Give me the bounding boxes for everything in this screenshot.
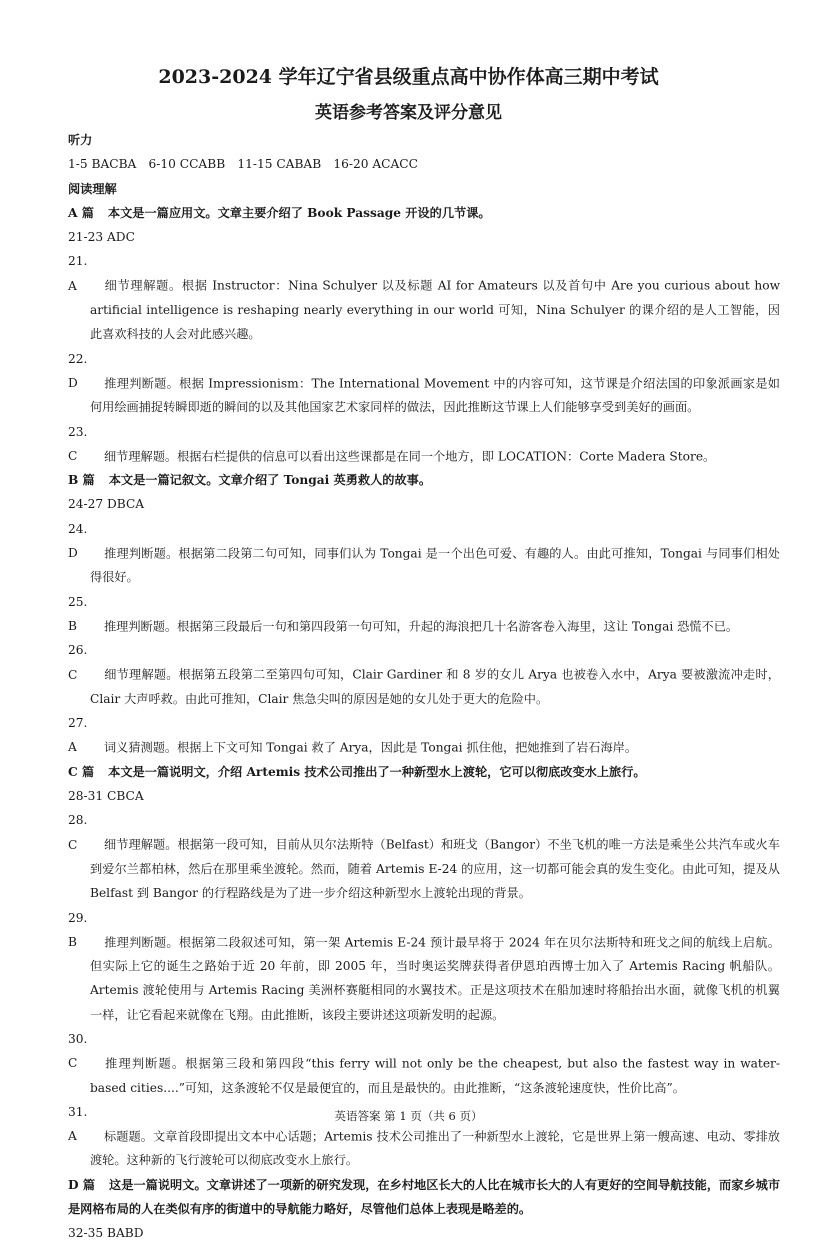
passage-summary: 本文是一篇应用文。文章主要介绍了 Book Passage 开设的几节课。 — [107, 205, 491, 220]
exam-subtitle: 英语参考答案及评分意见 — [315, 103, 502, 123]
passage-header — [68, 760, 780, 784]
question-number: 22. D — [68, 351, 88, 390]
question-explanation — [68, 638, 780, 711]
question-text: 推理判断题。根据第二段第二句可知，同事们认为 Tongai 是一个出色可爱、有趣的人。由此可推知，Tongai 与同事们相处得很好。 — [90, 546, 780, 585]
passage-header — [68, 201, 780, 225]
passage-summary: 本文是一篇记叙文。文章介绍了 Tongai 英勇救人的故事。 — [108, 473, 432, 488]
passage-summary: 本文是一篇说明文，介绍 Artemis 技术公司推出了一种新型水上渡轮，它可以彻底改变水上旅行。 — [108, 764, 646, 779]
passage-label: C 篇 — [68, 764, 95, 779]
question-explanation — [68, 249, 780, 346]
question-explanation — [68, 347, 780, 420]
passage-summary: 这是一篇说明文。文章讲述了一项新的研究发现，在乡村地区长大的人比在城市长大的人有更好的空间导航技能，而家乡城市是网格布局的人在类似有序的街道中的导航能力略好，尽管他们总体上表现是略差的。 — [68, 1177, 781, 1217]
passage-label: B 篇 — [68, 473, 95, 488]
question-explanation — [68, 517, 780, 590]
question-text: 细节理解题。根据第一段可知，目前从贝尔法斯特（Belfast）和班戈（Bangor）不坐飞机的唯一方法是乘坐公共汽车或火车到爱尔兰都柏林，然后在那里乘坐渡轮。然而，随着 Artemis E-24 的应用，这一切都可能会真的发生变化。由此可知，提及从 Belfast 到 Bangor 的行程路线是为了进一步介绍这种新型水上渡轮出现的背景。 — [90, 837, 780, 901]
question-number: 25. B — [68, 594, 88, 633]
passage-answer-range: 32-35 BABD — [68, 1226, 144, 1241]
question-number: 27. A — [68, 716, 88, 755]
page-footer: 英语答案 第 1 页（共 6 页） — [334, 1109, 483, 1123]
passage-answer-range: 28-31 CBCA — [68, 789, 144, 804]
question-text: 词义猜测题。根据上下文可知 Tongai 救了 Arya，因此是 Tongai 抓住他，把她推到了岩石海岸。 — [104, 740, 638, 755]
question-number: 31. A — [68, 1104, 88, 1144]
question-text: 推理判断题。根据第三段和第四段“this ferry will not only be the cheapest, but also the fastest way in water-based cities....”可知，这条渡轮不仅是最便宜的，而且是最快的。由此推断，“这条渡轮速度快，性价比高”。 — [90, 1056, 780, 1095]
passage-label: D 篇 — [68, 1177, 96, 1192]
question-text: 推理判断题。根据第二段叙述可知，第一架 Artemis E-24 预计最早将于 2024 年在贝尔法斯特和班戈之间的航线上启航。但实际上它的诞生之路始于近 20 年前，即 2005 年，当时奥运奖牌获得者伊恩珀西博士加入了 Artemis Racing 帆船队。Artemis 渡轮使用与 Artemis Racing 美洲杯赛艇相同的水翼技术。正是这项技术在船加速时将船抬出水面，就像飞机的机翼一样，让它看起来就像在飞翔。由此推断，该段主要讲述这项新发明的起源。 — [90, 934, 780, 1022]
question-text: 推理判断题。根据第三段最后一句和第四段第一句可知，升起的海浪把几十名游客卷入海里，这让 Tongai 恐慌不已。 — [104, 618, 739, 633]
question-number: 23. C — [68, 424, 88, 463]
question-explanation — [68, 420, 780, 469]
question-text: 细节理解题。根据第五段第二至第四句可知，Clair Gardiner 和 8 岁的女儿 Arya 也被卷入水中，Arya 要被激流冲走时，Clair 大声呼救。由此可推知，Clair 焦急尖叫的原因是她的女儿处于更大的危险中。 — [90, 667, 780, 706]
question-number: 30. C — [68, 1031, 88, 1071]
section-heading-listening: 听力 — [68, 133, 93, 147]
passage-header — [68, 1173, 780, 1222]
passage-header — [68, 468, 780, 492]
question-text: 推理判断题。根据 Impressionism：The International Movement 中的内容可知，这节课是介绍法国的印象派画家是如何用绘画捕捉转瞬即逝的瞬间的以及其他国家艺术家同样的做法，因此推断这节课上人们能够享受到美好的画面。 — [90, 375, 780, 415]
answer-content — [68, 128, 780, 1246]
question-explanation — [68, 1027, 780, 1100]
question-text: 标题题。文章首段即提出文本中心话题；Artemis 技术公司推出了一种新型水上渡轮，它是世界上第一艘高速、电动、零排放渡轮。这种新的飞行渡轮可以彻底改变水上旅行。 — [90, 1129, 780, 1168]
question-number: 28. C — [68, 813, 88, 852]
question-explanation — [68, 906, 780, 1027]
exam-title: 2023-2024 学年辽宁省县级重点高中协作体高三期中考试 — [158, 66, 659, 88]
question-text: 细节理解题。根据右栏提供的信息可以看出这些课都是在同一个地方，即 LOCATION：Corte Madera Store。 — [104, 448, 716, 463]
passage-answer-range: 24-27 DBCA — [68, 497, 145, 512]
question-explanation — [68, 808, 780, 905]
passage-label: A 篇 — [68, 205, 94, 220]
question-number: 26. C — [68, 643, 88, 682]
question-number: 29. B — [68, 910, 88, 949]
question-text: 细节理解题。根据 Instructor：Nina Schulyer 以及标题 AI for Amateurs 以及首句中 Are you curious about how artificial intelligence is reshaping nearly everything in our world 可知，Nina Schulyer 的课介绍的是人工智能，因此喜欢科技的人会对此感兴趣。 — [90, 278, 780, 342]
question-explanation — [68, 590, 780, 639]
passage-answer-range: 21-23 ADC — [68, 230, 135, 245]
question-number: 24. D — [68, 521, 88, 561]
listening-answers: 1-5 BACBA 6-10 CCABB 11-15 CABAB 16-20 ACACC — [68, 157, 418, 172]
question-explanation — [68, 711, 780, 760]
section-heading-reading: 阅读理解 — [68, 181, 117, 196]
question-number: 21. A — [68, 254, 88, 293]
